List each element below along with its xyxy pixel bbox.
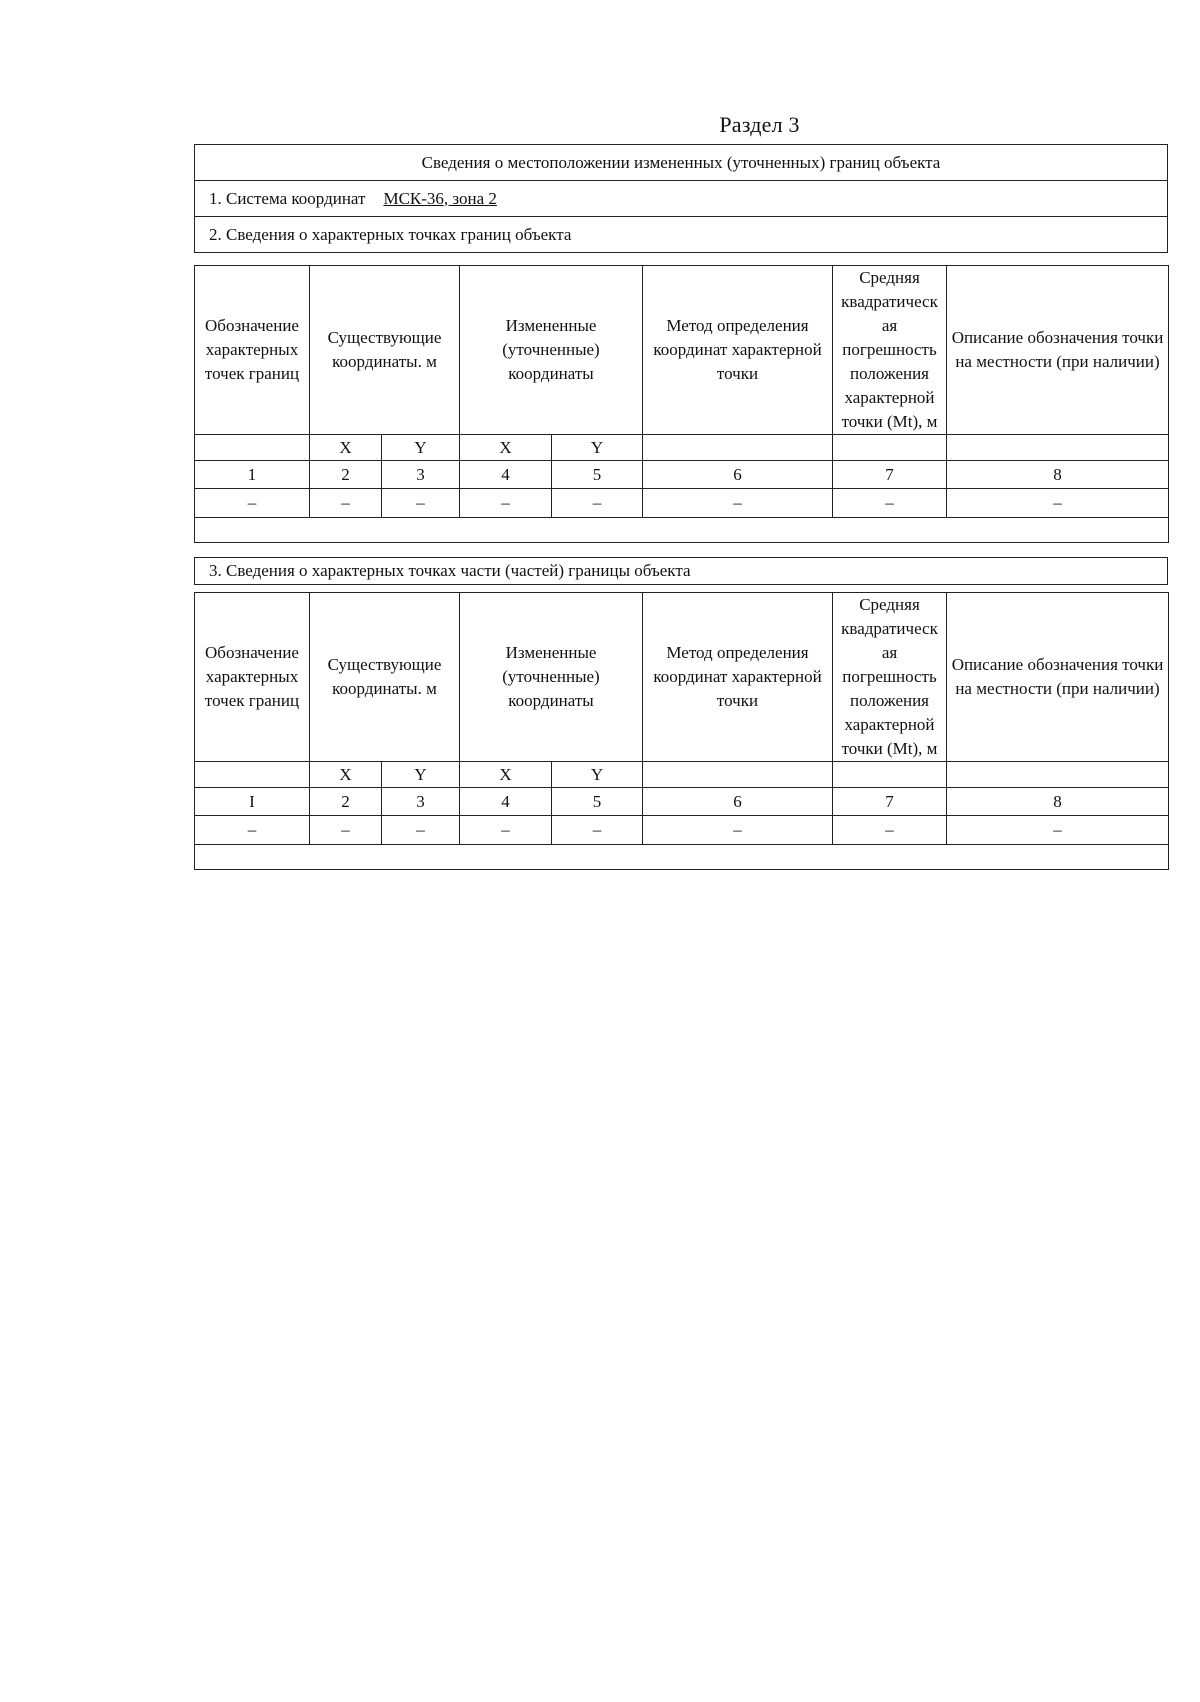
header-existing-coords: Существующие координаты. м	[310, 593, 460, 762]
empty-row	[195, 518, 1169, 543]
header-description: Описание обозначения точки на местности (при наличии)	[947, 593, 1169, 762]
subheader-x-changed: X	[460, 762, 552, 788]
header-changed-coords: Измененные (уточненные) координаты	[460, 593, 643, 762]
table-row	[195, 816, 1169, 845]
coord-system-value: МСК-36, зона 2	[383, 188, 497, 208]
empty-row	[195, 845, 1169, 870]
dash-cell: –	[833, 489, 947, 518]
table-cell	[195, 762, 310, 788]
subheader-y-existing: Y	[382, 435, 460, 461]
header-point-designation: Обозначение характерных точек границ	[195, 593, 310, 762]
column-number: 7	[833, 461, 947, 489]
object-info-table	[194, 144, 1168, 253]
coord-system-row	[195, 181, 1168, 217]
column-number: 3	[382, 788, 460, 816]
empty-cell	[195, 845, 1169, 870]
header-existing-coords: Существующие координаты. м	[310, 266, 460, 435]
dash-cell: –	[947, 489, 1169, 518]
column-number-row	[195, 461, 1169, 489]
table-header-row	[195, 266, 1169, 435]
column-number: 4	[460, 788, 552, 816]
subheader-x-existing: X	[310, 435, 382, 461]
header-point-designation: Обозначение характерных точек границ	[195, 266, 310, 435]
table-cell	[947, 435, 1169, 461]
column-number: 3	[382, 461, 460, 489]
coord-system-cell	[195, 181, 1168, 217]
table-cell	[833, 762, 947, 788]
dash-cell: –	[643, 489, 833, 518]
column-number: 8	[947, 788, 1169, 816]
column-number: 7	[833, 788, 947, 816]
table-cell	[643, 435, 833, 461]
dash-cell: –	[460, 489, 552, 518]
dash-cell: –	[382, 816, 460, 845]
subheader-y-existing: Y	[382, 762, 460, 788]
table-header-row	[195, 593, 1169, 762]
header-changed-coords: Измененные (уточненные) координаты	[460, 266, 643, 435]
column-number: 5	[552, 461, 643, 489]
object-info-heading-row	[195, 145, 1168, 181]
empty-cell	[195, 518, 1169, 543]
boundary-points-table	[194, 265, 1169, 543]
dash-cell: –	[195, 816, 310, 845]
column-number: 8	[947, 461, 1169, 489]
table-cell	[833, 435, 947, 461]
dash-cell: –	[947, 816, 1169, 845]
header-mean-error: Средняя квадратическ ая погрешность положения характерной точки (Mt), м	[833, 266, 947, 435]
table-cell	[195, 435, 310, 461]
part-points-table	[194, 592, 1169, 870]
dash-cell: –	[310, 489, 382, 518]
column-number: 5	[552, 788, 643, 816]
column-number: I	[195, 788, 310, 816]
column-number-row	[195, 788, 1169, 816]
subheader-y-changed: Y	[552, 435, 643, 461]
part-heading: 3. Сведения о характерных точках части (частей) границы объекта	[195, 558, 1168, 585]
column-number: 1	[195, 461, 310, 489]
part-heading-table	[194, 557, 1168, 585]
table-row	[195, 489, 1169, 518]
object-info-heading: Сведения о местоположении измененных (уточненных) границ объекта	[195, 145, 1168, 181]
dash-cell: –	[310, 816, 382, 845]
dash-cell: –	[833, 816, 947, 845]
header-method: Метод определения координат характерной точки	[643, 266, 833, 435]
dash-cell: –	[643, 816, 833, 845]
dash-cell: –	[460, 816, 552, 845]
subheader-y-changed: Y	[552, 762, 643, 788]
column-number: 4	[460, 461, 552, 489]
table-subheader-row	[195, 435, 1169, 461]
dash-cell: –	[552, 489, 643, 518]
points-heading: 2. Сведения о характерных точках границ объекта	[195, 217, 1168, 253]
header-description: Описание обозначения точки на местности (при наличии)	[947, 266, 1169, 435]
dash-cell: –	[552, 816, 643, 845]
column-number: 6	[643, 461, 833, 489]
dash-cell: –	[382, 489, 460, 518]
table-subheader-row	[195, 762, 1169, 788]
column-number: 2	[310, 788, 382, 816]
subheader-x-changed: X	[460, 435, 552, 461]
column-number: 2	[310, 461, 382, 489]
table-cell	[643, 762, 833, 788]
part-heading-row	[195, 558, 1168, 585]
coord-system-label: 1. Система координат	[209, 188, 366, 208]
subheader-x-existing: X	[310, 762, 382, 788]
table-cell	[947, 762, 1169, 788]
points-heading-row	[195, 217, 1168, 253]
column-number: 6	[643, 788, 833, 816]
section-title: Раздел 3	[719, 112, 800, 137]
dash-cell: –	[195, 489, 310, 518]
header-mean-error: Средняя квадратическ ая погрешность положения характерной точки (Mt), м	[833, 593, 947, 762]
header-method: Метод определения координат характерной точки	[643, 593, 833, 762]
